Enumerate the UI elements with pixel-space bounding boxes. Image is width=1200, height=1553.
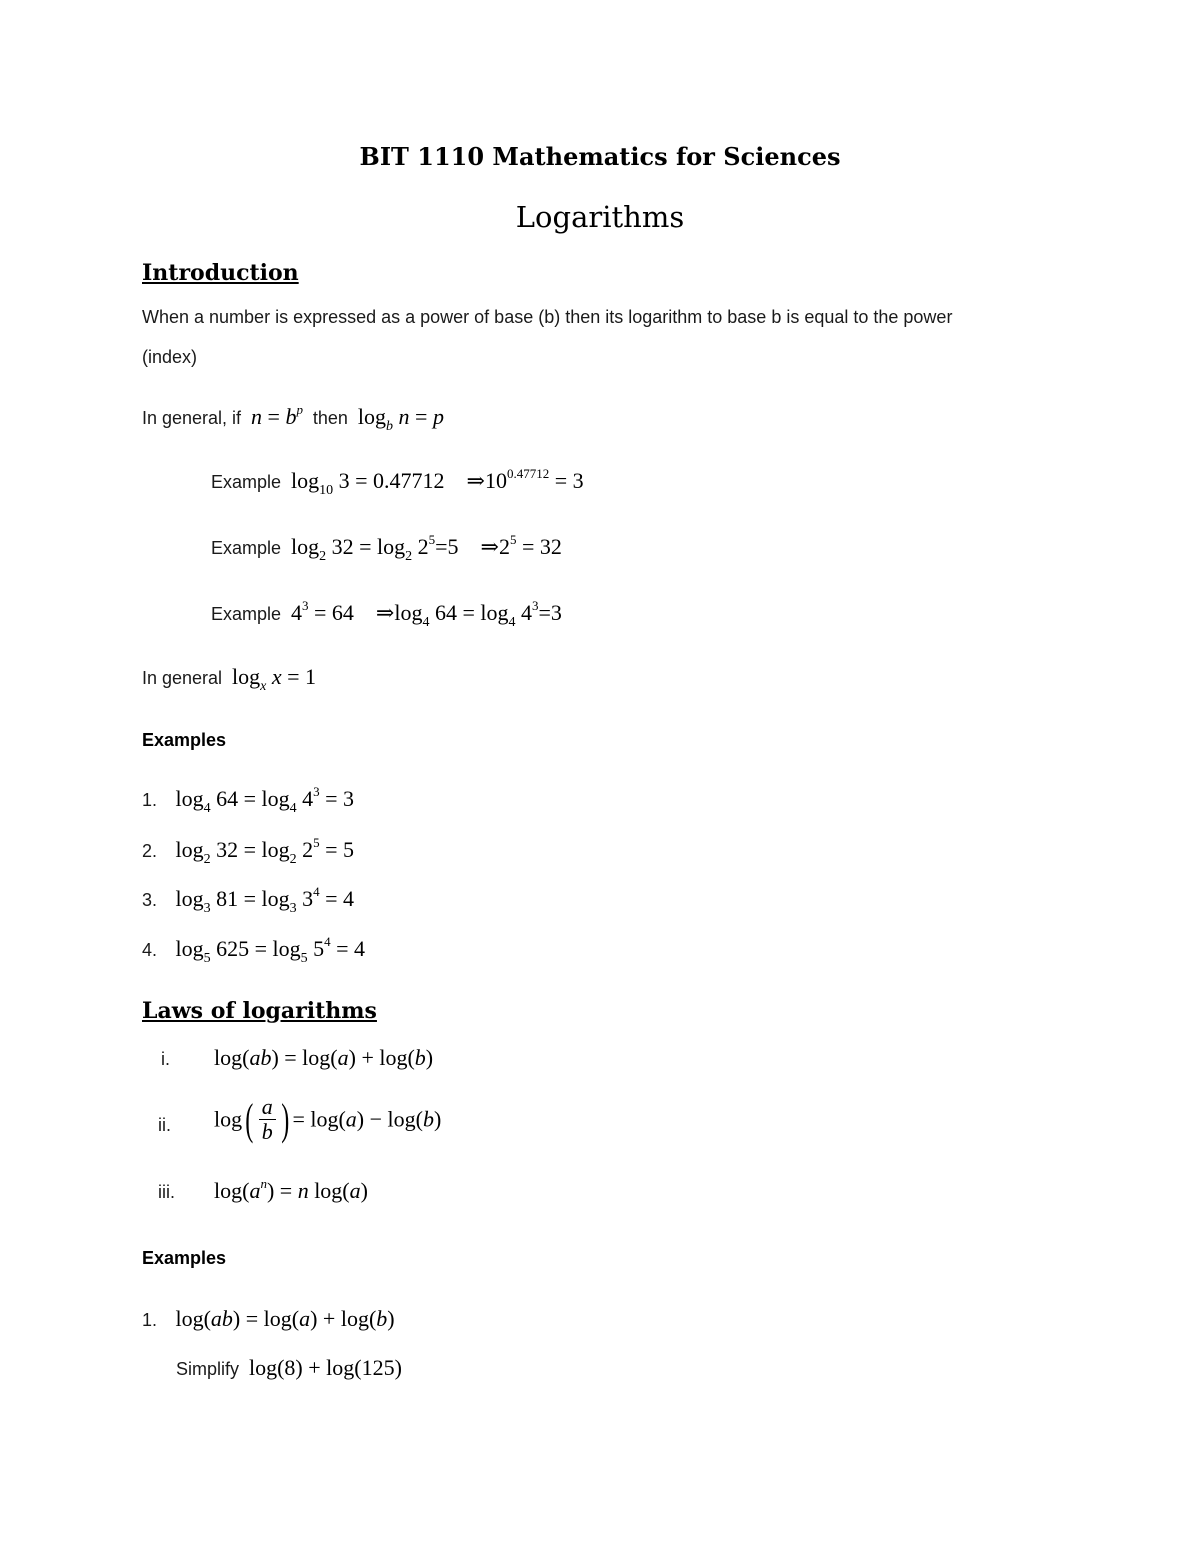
law-numeral: i. [161, 1049, 170, 1069]
general-equation: $n = b^p$ [251, 402, 303, 429]
list-number: 4. [142, 940, 158, 960]
list-math: $\log_3 81 = \log_3 3^4 = 4$ [175, 884, 355, 916]
simplify-line [176, 1355, 402, 1381]
laws-heading: Laws of logarithms [142, 998, 377, 1024]
general-log-equation: $\log_b n = p$ [352, 404, 444, 434]
list-item [142, 934, 366, 966]
law-power: $\log(a^n) = n$ log(a) [214, 1176, 368, 1203]
example-word: Example [211, 538, 282, 558]
general-definition [142, 402, 444, 434]
list-number: 2. [142, 841, 158, 861]
course-title: BIT 1110 Mathematics for Sciences [359, 142, 841, 171]
list-math: $\log_5 625 = \log_5 5^4 = 4$ [175, 934, 366, 966]
simplify-label: Simplify [176, 1359, 240, 1379]
simplify-math: log(8) + log(125) [243, 1355, 402, 1380]
example-power-4 [211, 598, 562, 630]
example-log10 [211, 466, 584, 498]
law-quotient: log( $\frac{a}{b}$ ) = log(a) − log(b) [214, 1094, 442, 1144]
law-numeral: iii. [158, 1182, 175, 1202]
law-numeral: ii. [158, 1115, 171, 1135]
law-product: log(ab) = log(a) + log(b) [214, 1045, 434, 1070]
example-power-4-math: $4^3 = 64$ $\Rightarrow\log_4$ $64 = \log_4 4^3=3$ [285, 598, 562, 630]
example-log2 [211, 532, 562, 564]
identity-math: $\log_x x = 1$ [226, 664, 317, 694]
list-math: $\log_2 32 = \log_2 2^5 = 5$ [175, 835, 355, 867]
definition-line-1: When a number is expressed as a power of base (b) then its logarithm to base b is equal to the power [142, 307, 953, 327]
example-log10-math: $\log_{10} 3 = 0.47712$ $\Rightarrow 10^{0.47712} = 3$ [285, 466, 584, 498]
general-then: then [312, 408, 348, 428]
laws-example-math: log(ab) = log(a) + log(b) [175, 1306, 395, 1331]
laws-example-item [142, 1306, 395, 1332]
example-word: Example [211, 472, 282, 492]
example-log2-math: $\log_2 32 = \log_2 2^5=5$ $\Rightarrow 2^5 = 32$ [285, 532, 562, 564]
list-item [142, 835, 355, 867]
general-prefix: In general, if [142, 408, 242, 428]
list-item [142, 884, 355, 916]
general-identity [142, 664, 317, 694]
list-number: 1. [142, 1310, 158, 1330]
list-math: $\log_4 64 = \log_4 4^3 = 3$ [175, 784, 355, 816]
introduction-heading: Introduction [142, 260, 299, 286]
example-word: Example [211, 604, 282, 624]
examples-label: Examples [142, 730, 227, 750]
list-item [142, 784, 355, 816]
list-number: 1. [142, 790, 158, 810]
definition-line-2: (index) [142, 347, 198, 367]
list-number: 3. [142, 890, 158, 910]
laws-examples-label: Examples [142, 1248, 227, 1268]
topic-title: Logarithms [515, 200, 685, 234]
general-prefix-2: In general [142, 668, 223, 688]
